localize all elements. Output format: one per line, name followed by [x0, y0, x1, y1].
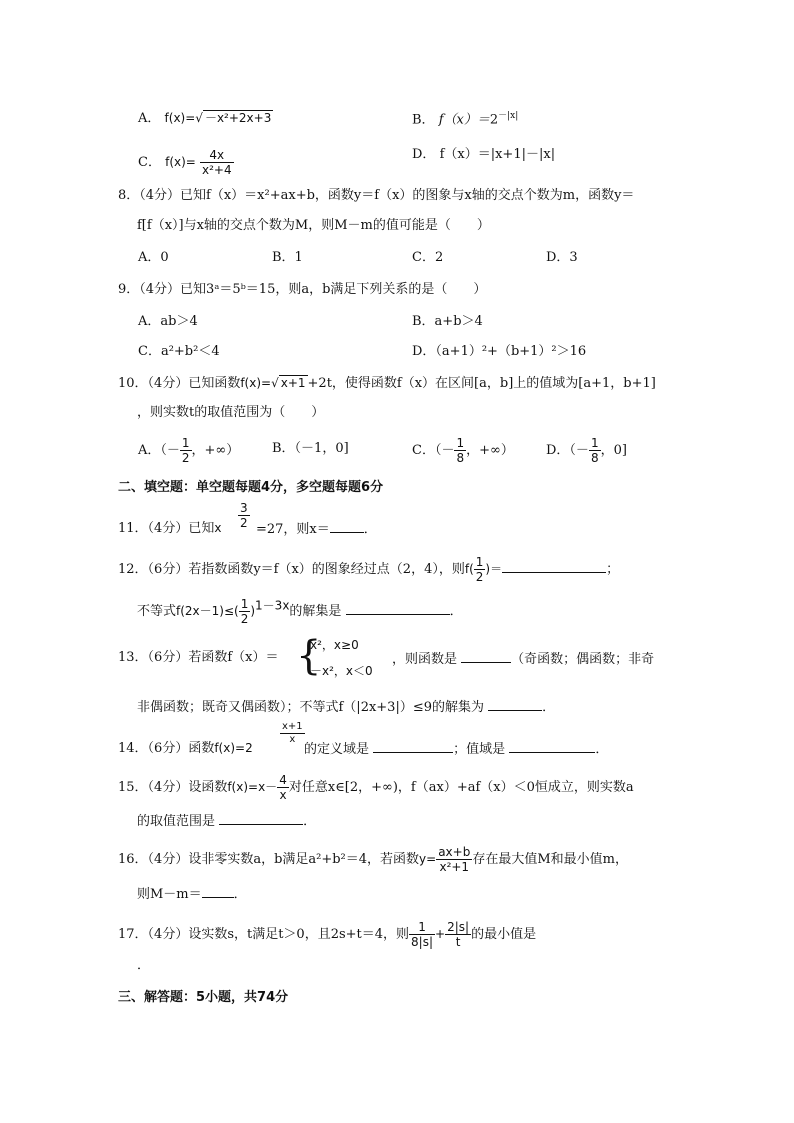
math-text: f(x)=x－	[227, 780, 278, 794]
denominator: 8	[590, 451, 599, 465]
answer-blank[interactable]	[202, 885, 234, 898]
math-text: f(x)=	[240, 376, 272, 390]
q10-option-c	[412, 436, 514, 465]
denominator: t	[455, 935, 461, 949]
fraction	[409, 920, 435, 949]
q15-line-1	[118, 773, 634, 802]
q10-line-1	[118, 375, 656, 392]
denominator: x	[289, 734, 296, 745]
question-text: 12．（6分）若指数函数y＝f（x）的图象经过点（2，4），则	[118, 562, 465, 577]
q12-line-2	[137, 597, 463, 626]
q9-option-d: D．（a+1）²+（b+1）²＞16	[412, 344, 587, 359]
brace-icon: {	[296, 633, 322, 679]
q8-option-b: B．1	[272, 250, 303, 265]
question-text: 15．（4分）设函数	[118, 780, 228, 795]
fraction	[474, 555, 486, 584]
math-text: )＝	[485, 562, 503, 576]
math-text: f（x）＝	[438, 112, 490, 128]
question-text: 16．（4分）设非零实数a，b满足a²+b²＝4，若函数	[118, 852, 420, 867]
question-text: 非偶函数；既奇又偶函数）；不等式f（|2x+3|）≤9的解集为	[137, 700, 485, 715]
question-text: ，则函数是	[392, 652, 458, 667]
question-text: ．	[449, 604, 463, 619]
sqrt-sign: √	[195, 111, 203, 125]
q17-line-2: ．	[137, 958, 151, 973]
question-text: 的取值范围是	[137, 814, 216, 829]
q13-mid	[392, 650, 654, 668]
math-text: )	[250, 604, 256, 618]
question-text: 10．（4分）已知函数	[118, 376, 241, 391]
numerator: ax+b	[438, 845, 471, 859]
question-text: ．	[303, 814, 317, 829]
q10-option-a	[138, 436, 239, 465]
denominator: x	[279, 788, 287, 802]
denominator: 2	[181, 451, 190, 465]
fraction	[238, 501, 250, 530]
answer-blank[interactable]	[488, 698, 542, 711]
q13-line-2	[137, 698, 555, 716]
q11-rest	[256, 520, 377, 538]
denominator: 8	[456, 451, 465, 465]
numerator: 1	[409, 920, 435, 935]
q13-pre: 13．（6分）若函数f（x）＝	[118, 650, 279, 665]
option-label: B．	[412, 112, 435, 128]
math-text: f(	[464, 562, 474, 576]
fraction	[280, 721, 305, 746]
q7-option-d	[412, 147, 555, 163]
section-heading-solutions: 三、解答题：5小题，共74分	[118, 990, 289, 1005]
numerator: 4x	[200, 148, 234, 163]
denominator: 2	[240, 516, 248, 530]
math-text: y=	[419, 852, 437, 866]
question-text: ．	[233, 887, 247, 902]
fraction	[277, 773, 289, 802]
q12-line-1	[118, 555, 619, 584]
radicand: x+1	[280, 376, 306, 390]
numerator: 4	[279, 773, 287, 787]
q9-option-a: A．ab＞4	[138, 314, 198, 329]
option-text: ，0]	[600, 443, 627, 458]
question-text: （奇函数；偶函数；非奇	[511, 652, 655, 667]
question-text: ．	[363, 522, 377, 537]
option-text: C．（－	[412, 443, 455, 458]
numerator: 2|s|	[447, 920, 470, 934]
denominator: 8|s|	[411, 935, 434, 949]
question-text: ．	[542, 700, 556, 715]
q16-line-1	[118, 845, 628, 874]
q10-line-2: ，则实数t的取值范围为（ ）	[137, 405, 325, 420]
math-text: f(x)=	[164, 111, 196, 125]
radicand: －x²+2x+3	[204, 111, 272, 125]
question-text: 的解集是	[289, 604, 342, 619]
answer-blank[interactable]	[502, 560, 606, 573]
option-label: A．	[138, 111, 161, 126]
option-label: D．	[412, 147, 436, 162]
q15-line-2	[137, 812, 316, 830]
denominator: x²+1	[439, 860, 470, 874]
option-text: D．（－	[546, 443, 589, 458]
question-text: 对任意x∈[2，+∞)，f（ax）+af（x）＜0恒成立，则实数a	[288, 780, 634, 795]
numerator: 1	[456, 436, 465, 450]
fraction	[589, 436, 601, 465]
q17-line-1	[118, 920, 536, 949]
question-text: 14．（6分）函数	[118, 741, 215, 756]
section-heading-fill-in: 二、填空题：单空题每题4分，多空题每题6分	[118, 480, 384, 495]
math-text: f(x)=2	[214, 741, 253, 755]
sqrt-sign: √	[271, 376, 279, 390]
question-text: 不等式	[137, 604, 177, 619]
question-text: 的最小值是	[471, 927, 537, 942]
fraction	[200, 148, 234, 177]
q8-line-2: f[f（x）]与x轴的交点个数为M，则M－m的值可能是（ ）	[137, 218, 490, 233]
q13-case-2: －x²，x＜0	[310, 664, 373, 678]
question-text: +2t，使得函数f（x）在区间[a，b]上的值域为[a+1，b+1]	[307, 376, 656, 391]
fraction	[436, 845, 472, 874]
q14-line	[118, 740, 253, 757]
q8-line-1: 8．（4分）已知f（x）＝x²+ax+b，函数y＝f（x）的图象与x轴的交点个数为m，函数y＝	[118, 188, 635, 203]
q14-exponent	[280, 721, 305, 746]
q10-option-b: B．（－1，0]	[272, 441, 349, 456]
answer-blank[interactable]	[509, 740, 595, 753]
math-text: +	[435, 927, 446, 941]
numerator: x+1	[282, 721, 303, 732]
numerator: 1	[240, 597, 249, 611]
q8-option-d: D．3	[546, 250, 578, 265]
q7-option-b	[412, 108, 518, 128]
q9-option-b: B．a+b＞4	[412, 314, 483, 329]
q9-option-c: C．a²+b²＜4	[138, 344, 220, 359]
denominator: x²+4	[201, 163, 232, 177]
question-text: 11．（4分）已知	[118, 521, 215, 536]
question-text: ；	[606, 562, 620, 577]
q11-line	[118, 520, 221, 537]
q16-line-2	[137, 885, 247, 903]
math-text: x	[214, 521, 222, 535]
answer-blank[interactable]	[373, 740, 453, 753]
q8-option-c: C．2	[412, 250, 444, 265]
q10-option-d	[546, 436, 627, 465]
math-text: f(x)=	[165, 155, 196, 169]
fraction	[239, 597, 251, 626]
question-text: ；值域是	[453, 742, 506, 757]
exponent: 1－3x	[255, 598, 290, 613]
q13-case-1: x²，x≥0	[310, 638, 359, 652]
answer-blank[interactable]	[346, 602, 450, 615]
numerator: 1	[475, 555, 484, 569]
question-text: 存在最大值M和最小值m，	[472, 852, 628, 867]
option-text: ，+∞）	[191, 443, 240, 458]
fraction	[180, 436, 192, 465]
question-text: 17．（4分）设实数s，t满足t＞0，且2s+t＝4，则	[118, 927, 410, 942]
exponent: －|x|	[498, 111, 519, 121]
fraction	[445, 920, 471, 949]
q7-option-a	[138, 110, 273, 127]
math-text: 2	[489, 112, 499, 128]
numerator: 3	[240, 501, 248, 515]
question-text: =27，则x＝	[256, 522, 330, 537]
answer-blank[interactable]	[330, 520, 364, 533]
q7-option-c	[138, 148, 234, 177]
option-text: A．（－	[138, 443, 180, 458]
numerator: 1	[181, 436, 190, 450]
question-text: ．	[595, 742, 609, 757]
math-text: f(2x－1)≤(	[176, 604, 239, 618]
q9-line-1: 9．（4分）已知3ᵃ＝5ᵇ＝15，则a，b满足下列关系的是（ ）	[118, 282, 487, 297]
answer-blank[interactable]	[219, 812, 303, 825]
q14-rest	[304, 740, 608, 758]
option-text: ，+∞）	[466, 443, 514, 458]
question-text: 的定义域是	[304, 742, 370, 757]
denominator: 2	[475, 570, 484, 584]
question-text: 则M－m＝	[137, 887, 202, 902]
option-label: C．	[138, 155, 161, 170]
fraction	[454, 436, 466, 465]
q11-exponent	[238, 501, 250, 530]
answer-blank[interactable]	[461, 650, 511, 663]
denominator: 2	[240, 612, 249, 626]
math-text: f（x）＝|x+1|－|x|	[439, 147, 556, 162]
q8-option-a: A．0	[138, 250, 169, 265]
numerator: 1	[590, 436, 599, 450]
